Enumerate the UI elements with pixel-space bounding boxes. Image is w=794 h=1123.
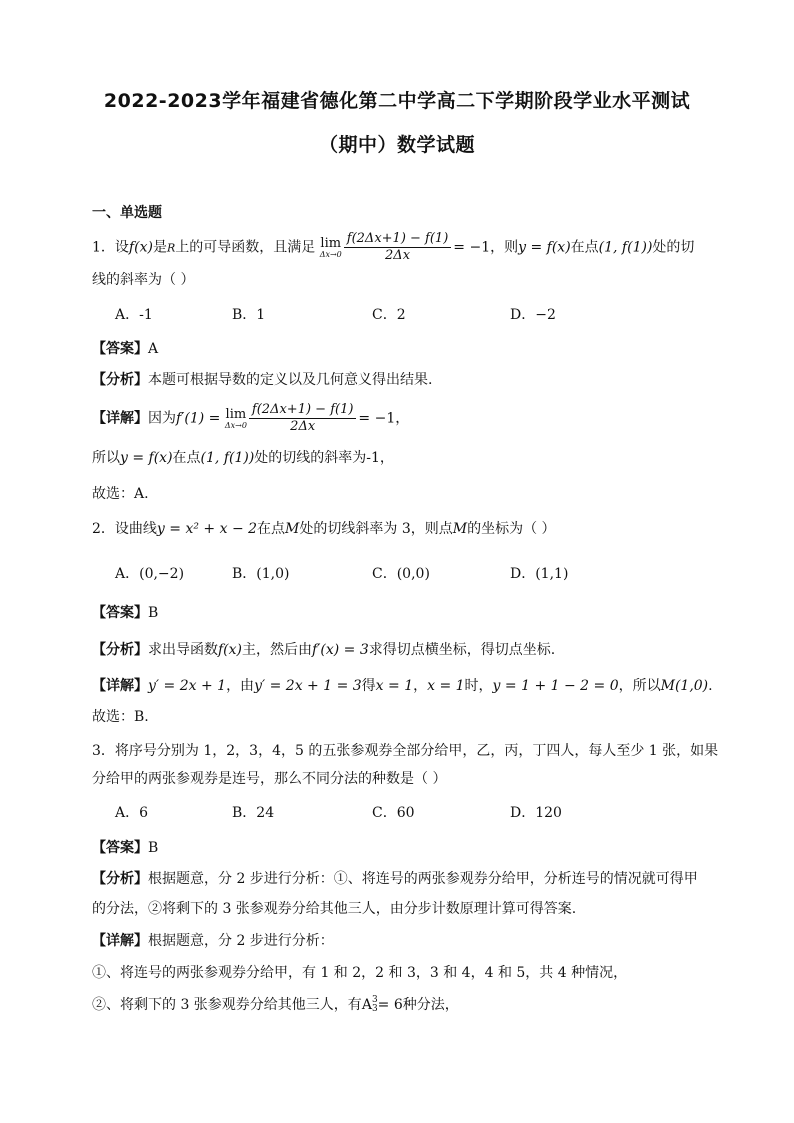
q1-detail-frac-den: 2Δx <box>290 419 316 434</box>
q3-detail <box>92 931 334 951</box>
q2-analysis-tag: 【分析】 <box>92 642 148 658</box>
q3-analysis-line2: 的分法，②将剩下的 3 张参观券分给其他三人，由分步计数原理计算可得答案. <box>92 901 577 917</box>
q2-stem-d: 的坐标为（ ） <box>467 521 556 537</box>
q1-curve: y = f(x) <box>518 239 571 256</box>
q1-d2-c: 处的切线的斜率为 <box>254 450 367 466</box>
q3-option-c[interactable]: C．60 <box>372 805 415 821</box>
q1-detail-tag: 【详解】 <box>92 410 148 427</box>
q1-option-b[interactable]: B．1 <box>232 307 266 323</box>
q1-option-c[interactable]: C．2 <box>372 307 406 323</box>
q2-stem <box>92 519 556 539</box>
q1-detail-line2 <box>92 448 394 468</box>
q1-frac-num: f(2Δx+1) − f(1) <box>344 231 452 248</box>
q1-lim-sub: Δx→0 <box>319 249 342 259</box>
q3-option-d[interactable]: D．120 <box>510 805 562 821</box>
q2-M: M <box>285 521 300 537</box>
q2-analysis-a: 求出导函数 <box>148 642 218 658</box>
section-heading: 一、单选题 <box>92 205 162 221</box>
q2-stem-a: 2．设曲线 <box>92 521 157 537</box>
q1-fx: f(x) <box>128 239 153 256</box>
q1-d2-a: 所以 <box>92 450 120 466</box>
q1-answer <box>92 339 158 359</box>
q2-detail <box>92 676 713 696</box>
q3-step2-b: = 6 <box>377 997 403 1013</box>
q3-stem-line2: 分给甲的两张参观券是连号，那么不同分法的种数是（ ） <box>92 771 447 787</box>
q1-limit <box>320 237 342 259</box>
q2-detail-c: y′ = 2x + 1 = 3 <box>254 678 362 694</box>
q1-option-d[interactable]: D．−2 <box>510 307 556 323</box>
q3-step2-a: ②、将剩下的 3 张参观券分给其他三人，有 <box>92 997 362 1013</box>
q2-detail-d: 得 <box>361 678 376 694</box>
q1-detail-line1 <box>92 402 409 435</box>
q1-detail-limit <box>225 408 247 430</box>
q3-step2-A: A <box>361 997 372 1013</box>
q2-analysis-b: 主，然后由 <box>242 642 313 658</box>
q2-detail-j: ，所以 <box>618 678 661 694</box>
q1-stem-line2: 线的斜率为（ ） <box>92 272 195 288</box>
q3-option-b[interactable]: B．24 <box>232 805 275 821</box>
q1-d2-b: 在点 <box>172 450 201 466</box>
q2-option-b[interactable]: B．(1,0) <box>232 566 290 582</box>
q2-detail-l: . <box>708 678 713 694</box>
q1-frac-den: 2Δx <box>385 248 411 263</box>
q3-step2 <box>92 995 459 1015</box>
q3-analysis-line1 <box>92 869 698 889</box>
q3-step2-c: 种分法， <box>402 997 459 1013</box>
q2-option-a[interactable]: A．(0,−2) <box>115 566 185 582</box>
q2-detail-h: 时， <box>464 678 493 694</box>
q1-eq: = −1 <box>453 239 491 256</box>
q3-detail-text: 根据题意，分 2 步进行分析： <box>148 933 334 949</box>
q3-answer-value: B <box>148 840 159 856</box>
q2-detail-b: ，由 <box>226 678 255 694</box>
q3-detail-tag: 【详解】 <box>92 933 148 949</box>
q2-M2: M <box>452 521 468 537</box>
q2-option-d[interactable]: D．(1,1) <box>510 566 569 582</box>
q1-stem-c: 上的可导函数，且满足 <box>175 239 316 256</box>
q1-stem-b: 是 <box>152 239 167 256</box>
q2-answer-value: B <box>148 605 159 621</box>
q2-stem-c: 处的切线斜率为 3，则点 <box>299 521 453 537</box>
q1-fraction <box>344 231 452 264</box>
q2-analysis <box>92 640 555 660</box>
q1-detail-fp: f′(1) = <box>176 410 221 427</box>
q2-detail-tag: 【详解】 <box>92 678 148 694</box>
q2-conclusion: 故选：B. <box>92 709 149 725</box>
q1-detail-lim-text: lim <box>225 406 247 422</box>
q1-detail-fraction <box>249 402 357 435</box>
q1-detail-a: 因为 <box>148 410 176 427</box>
q1-detail-frac-num: f(2Δx+1) − f(1) <box>249 402 357 419</box>
q1-R: R <box>166 241 176 255</box>
q1-stem-d: ，则 <box>490 239 519 256</box>
q1-stem-a: 1．设 <box>92 239 129 256</box>
q3-answer-tag: 【答案】 <box>92 840 148 856</box>
q1-conclusion: 故选：A. <box>92 486 149 502</box>
q2-analysis-fx: f(x) <box>218 642 243 658</box>
q2-analysis-c: 求得切点横坐标，得切点坐标. <box>368 642 556 658</box>
q2-option-c[interactable]: C．(0,0) <box>372 566 430 582</box>
q3-stem-line1: 3．将序号分别为 1，2，3，4，5 的五张参观券全部分给甲，乙，丙，丁四人，每人至少 1 张，如果 <box>92 743 719 759</box>
q2-stem-b: 在点 <box>257 521 286 537</box>
q3-step2-sub: 3 <box>371 1004 378 1014</box>
q2-analysis-eq: f′(x) = 3 <box>312 642 369 658</box>
page-title-line2: （期中）数学试题 <box>318 134 475 156</box>
q2-detail-a: y′ = 2x + 1 <box>148 678 227 694</box>
page-title-line1: 2022-2023学年福建省德化第二中学高二下学期阶段学业水平测试 <box>103 90 691 112</box>
q2-detail-g: x = 1 <box>427 678 465 694</box>
q2-answer <box>92 603 158 623</box>
q2-answer-tag: 【答案】 <box>92 605 148 621</box>
q1-analysis-tag: 【分析】 <box>92 372 148 388</box>
q1-d2-val: -1， <box>366 450 394 466</box>
q1-stem-f: 处的切 <box>652 239 695 256</box>
q1-detail-eq: = −1， <box>358 410 410 427</box>
q1-d2-curve: y = f(x) <box>120 450 173 466</box>
q1-answer-tag: 【答案】 <box>92 341 148 357</box>
q2-detail-i: y = 1 + 1 − 2 = 0 <box>492 678 619 694</box>
q3-step2-sup: 3 <box>371 995 378 1005</box>
q1-answer-value: A <box>148 341 159 357</box>
q3-option-a[interactable]: A．6 <box>115 805 149 821</box>
q1-stem-e: 在点 <box>570 239 599 256</box>
q1-detail-lim-sub: Δx→0 <box>224 420 247 430</box>
q2-detail-k: M(1,0) <box>660 678 709 694</box>
q3-analysis-tag: 【分析】 <box>92 871 148 887</box>
q1-analysis <box>92 370 432 390</box>
q2-curve: y = x² + x − 2 <box>156 521 258 537</box>
q1-d2-point: (1, f(1)) <box>200 450 255 466</box>
q2-detail-e: x = 1 <box>375 678 414 694</box>
q1-option-a[interactable]: A．-1 <box>115 307 153 323</box>
q3-analysis-text1: 根据题意，分 2 步进行分析：①、将连号的两张参观券分给甲，分析连号的情况就可得甲 <box>148 871 698 887</box>
q1-stem-line1 <box>92 231 694 264</box>
q3-step1: ①、将连号的两张参观券分给甲，有 1 和 2，2 和 3，3 和 4，4 和 5，共 4 种情况， <box>92 965 628 981</box>
q1-point: (1, f(1)) <box>598 239 653 256</box>
q1-lim-text: lim <box>320 235 342 251</box>
q2-detail-f: ， <box>413 678 428 694</box>
q1-analysis-text: 本题可根据导数的定义以及几何意义得出结果. <box>148 372 433 388</box>
q3-answer <box>92 838 158 858</box>
